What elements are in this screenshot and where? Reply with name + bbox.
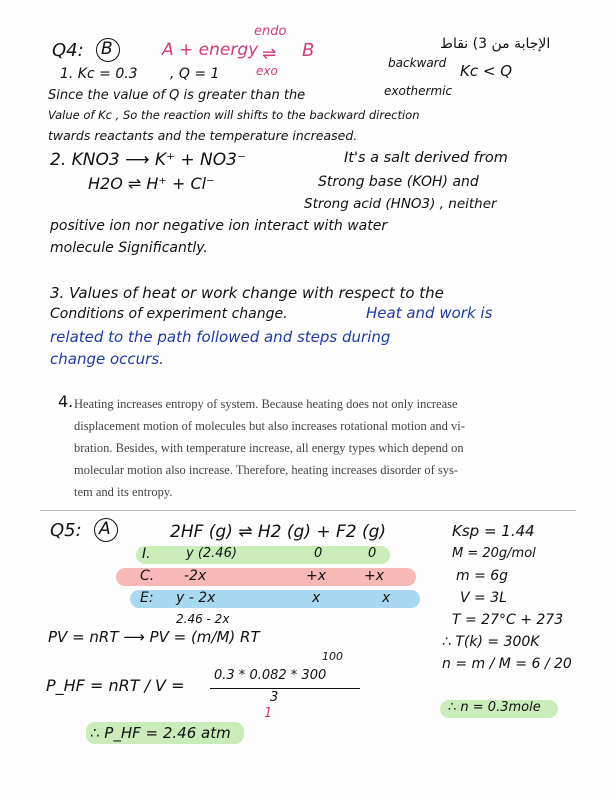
q4-label: Q4: [52,40,84,61]
p4-line: displacement motion of molecules but also increases rotational motion and vi- [74,419,465,433]
denominator-3: 3 [270,690,279,705]
ice-i-label: I. [142,546,151,562]
p4-line: tem and its entropy. [74,485,173,499]
p2-note1: It's a salt derived from [344,150,508,166]
p1-q: , Q = 1 [170,66,220,82]
backward-note: backward [388,56,447,70]
kc-lt-q: Kc < Q [460,62,512,80]
phf-result: ∴ P_HF = 2.46 atm [90,724,231,742]
phf-numerator: 0.3 * 0.082 * 300 [214,668,327,683]
p1-kc: 1. Kc = 0.3 [60,66,138,82]
ice-e-hf: y - 2x [176,590,216,606]
exothermic-note: exothermic [384,84,453,98]
q4-product: B [302,40,315,61]
ice-c-h2: +x [306,568,327,584]
q4-reaction: A + energy [162,40,259,60]
ice-e-highlight [130,590,420,608]
fraction-bar [210,688,360,689]
ice-i-h2: 0 [314,546,323,561]
q4-arrow-top: endo [254,24,287,39]
moles-formula: n = m / M = 6 / 20 [442,656,572,672]
p3-line4: change occurs. [50,350,164,368]
temperature-k: ∴ T(k) = 300K [442,634,540,650]
p2-note3: Strong acid (HNO3) , neither [304,196,497,212]
ice-i-hf: y (2.46) [186,546,237,561]
temperature: T = 27°C + 273 [452,612,564,628]
p3-line2b: Heat and work is [366,304,493,322]
p3-line2a: Conditions of experiment change. [50,306,288,322]
molar-mass: M = 20g/mol [452,546,536,561]
q5-choice: A [99,519,111,539]
ice-e-h2: x [312,590,321,606]
p1-line3: twards reactants and the temperature increased. [48,128,358,143]
q5-equation: 2HF (g) ⇌ H2 (g) + F2 (g) [170,522,387,542]
e-value: 2.46 - 2x [176,612,230,626]
cancel-100: 100 [322,650,343,663]
ice-c-label: C. [140,568,155,584]
p4-line: bration. Besides, with temperature increase, all energy types which depend on [74,441,464,455]
p1-line2: Value of Kc , So the reaction will shifts to the backward direction [48,108,420,122]
p2-note2: Strong base (KOH) and [318,174,479,190]
p3-line1: 3. Values of heat or work change with respect to the [50,284,444,302]
ksp: Ksp = 1.44 [452,522,535,540]
denominator-1: 1 [264,706,273,721]
p2-line4: positive ion nor negative ion interact with water [50,218,388,234]
p1-line1: Since the value of Q is greater than the [48,88,306,103]
pv-equation: PV = nRT ⟶ PV = (m/M) RT [48,628,260,646]
ice-e-label: E: [140,590,154,606]
section-divider [40,510,576,511]
equilibrium-arrow-icon: ⇌ [262,44,277,64]
ice-i-f2: 0 [368,546,377,561]
phf-formula: P_HF = nRT / V = [46,676,185,695]
ice-i-highlight [136,546,390,564]
q5-label: Q5: [50,520,82,541]
q4-choice: B [101,39,113,59]
p3-line3: related to the path followed and steps during [50,328,391,346]
moles-result: ∴ n = 0.3mole [448,700,541,715]
volume: V = 3L [460,590,507,606]
ice-c-hf: -2x [184,568,207,584]
p2-eq1: 2. KNO3 ⟶ K⁺ + NO3⁻ [50,150,246,170]
p4-line: molecular motion also increase. Therefore, heating increases disorder of sys- [74,463,459,477]
p2-eq2: H2O ⇌ H⁺ + Cl⁻ [88,174,215,193]
p2-line5: molecule Significantly. [50,240,208,256]
arabic-note: الإجابة من 3) نقاط [440,36,551,52]
ice-c-f2: +x [364,568,385,584]
ice-e-f2: x [382,590,391,606]
p4-num: 4. [58,392,74,411]
q4-arrow-bottom: exo [256,64,278,78]
p4-line: Heating increases entropy of system. Because heating does not only increase [74,397,458,411]
mass: m = 6g [456,568,509,584]
